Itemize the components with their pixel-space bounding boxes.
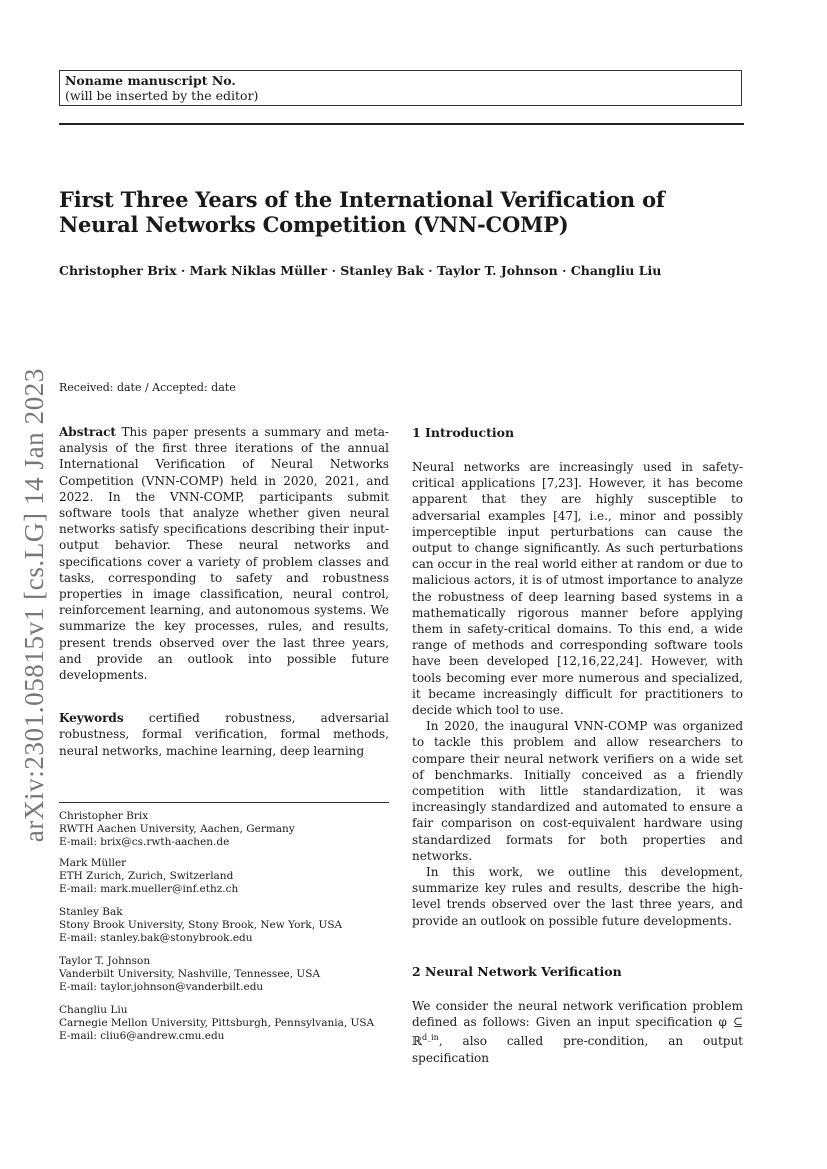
manuscript-number: Noname manuscript No. xyxy=(65,73,236,88)
affiliation-name: Stanley Bak xyxy=(59,906,123,918)
manuscript-note: (will be inserted by the editor) xyxy=(65,88,259,103)
author-list: Christopher Brix · Mark Niklas Müller · Stanley Bak · Taylor T. Johnson · Changliu Liu xyxy=(59,263,662,278)
affiliation-name: Changliu Liu xyxy=(59,1004,128,1016)
section-1-body xyxy=(412,459,743,929)
affiliation-name: Mark Müller xyxy=(59,857,127,869)
affiliation-name: Taylor T. Johnson xyxy=(59,955,151,967)
abstract xyxy=(59,424,389,683)
keywords-text: certified robustness, adversarial robustness, formal verification, formal methods, neural networks, machine learning, deep learning xyxy=(59,711,389,758)
section-2-heading: 2 Neural Network Verification xyxy=(412,964,622,979)
left-column xyxy=(59,424,389,759)
affiliation-institution: Vanderbilt University, Nashville, Tennessee, USA xyxy=(59,968,321,981)
affiliation-mueller xyxy=(59,857,399,897)
math-superscript: d_in xyxy=(421,1033,439,1043)
affiliation-email: E-mail: brix@cs.rwth-aachen.de xyxy=(59,836,230,849)
affiliation-institution: ETH Zurich, Zurich, Switzerland xyxy=(59,870,234,883)
affiliation-brix xyxy=(59,810,399,850)
affiliation-institution: Stony Brook University, Stony Brook, New York, USA xyxy=(59,919,343,932)
affiliation-name: Christopher Brix xyxy=(59,810,149,822)
intro-paragraph-3: In this work, we outline this development, summarize key rules and results, describe the high-level trends observed over the last three years, and provide an outlook on possible future developments. xyxy=(412,865,743,928)
affiliation-institution: RWTH Aachen University, Aachen, Germany xyxy=(59,823,295,836)
affiliation-institution: Carnegie Mellon University, Pittsburgh, Pennsylvania, USA xyxy=(59,1017,375,1030)
abstract-label: Abstract xyxy=(59,425,116,439)
section-2-body xyxy=(412,998,743,1066)
keywords xyxy=(59,710,389,759)
arxiv-stamp: arXiv:2301.05815v1 [cs.LG] 14 Jan 2023 xyxy=(19,368,49,843)
affiliation-liu xyxy=(59,1004,399,1044)
keywords-label: Keywords xyxy=(59,711,124,726)
received-date: Received: date / Accepted: date xyxy=(59,381,236,394)
affiliation-email: E-mail: stanley.bak@stonybrook.edu xyxy=(59,932,253,945)
affiliation-bak xyxy=(59,906,399,946)
affiliation-email: E-mail: cliu6@andrew.cmu.edu xyxy=(59,1030,225,1043)
abstract-text: This paper presents a summary and meta-analysis of the first three iterations of the annual International Verification of Neural Networks Competition (VNN-COMP) held in 2020, 2021, and 2022. In the VNN-COMP, participants submit software tools that analyze whether given neural networks satisfy specifications describing their input-output behavior. These neural networks and specifications cover a variety of problem classes and tasks, corresponding to safety and robustness properties in image classification, neural control, reinforcement learning, and autonomous systems. We summarize the key processes, rules, and results, present trends observed over the last three years, and provide an outlook into possible future developments. xyxy=(59,425,389,683)
header-rule xyxy=(59,123,744,125)
section-1-heading: 1 Introduction xyxy=(412,425,515,440)
paper-title: First Three Years of the International Verification of Neural Networks Competition (VNN-COMP) xyxy=(59,187,665,237)
intro-paragraph-1: Neural networks are increasingly used in safety-critical applications [7,23]. However, it has become apparent that they are highly susceptible to adversarial examples [47], i.e., minor and possibly imperceptible input perturbations can cause the output to change significantly. As such perturbations can occur in the real world either at random or due to malicious actors, it is of utmost importance to analyze the robustness of deep learning based systems in a mathematically rigorous manner before applying them in safety-critical domains. To this end, a wide range of methods and corresponding software tools have been developed [12,16,22,24]. However, with tools becoming ever more numerous and specialized, it became increasingly difficult for practitioners to decide which tool to use. xyxy=(412,460,743,718)
affiliation-johnson xyxy=(59,955,399,995)
manuscript-box xyxy=(59,70,742,106)
intro-paragraph-2: In 2020, the inaugural VNN-COMP was organized to tackle this problem and allow researchers to compare their neural network verifiers on a wide set of benchmarks. Initially conceived as a friendly competition with little standardization, it was increasingly standardized and automated to ensure a fair comparison on cost-equivalent hardware using standardized formats for both properties and networks. xyxy=(412,719,743,863)
footnote-rule xyxy=(59,802,389,803)
affiliation-email: E-mail: mark.mueller@inf.ethz.ch xyxy=(59,883,239,896)
verification-paragraph-1: We consider the neural network verification problem defined as follows: Given an input specification φ ⊆ ℝ$^{d\_in}$, also called pre-condition, an output specification xyxy=(412,999,743,1065)
affiliation-email: E-mail: taylor.johnson@vanderbilt.edu xyxy=(59,981,264,994)
